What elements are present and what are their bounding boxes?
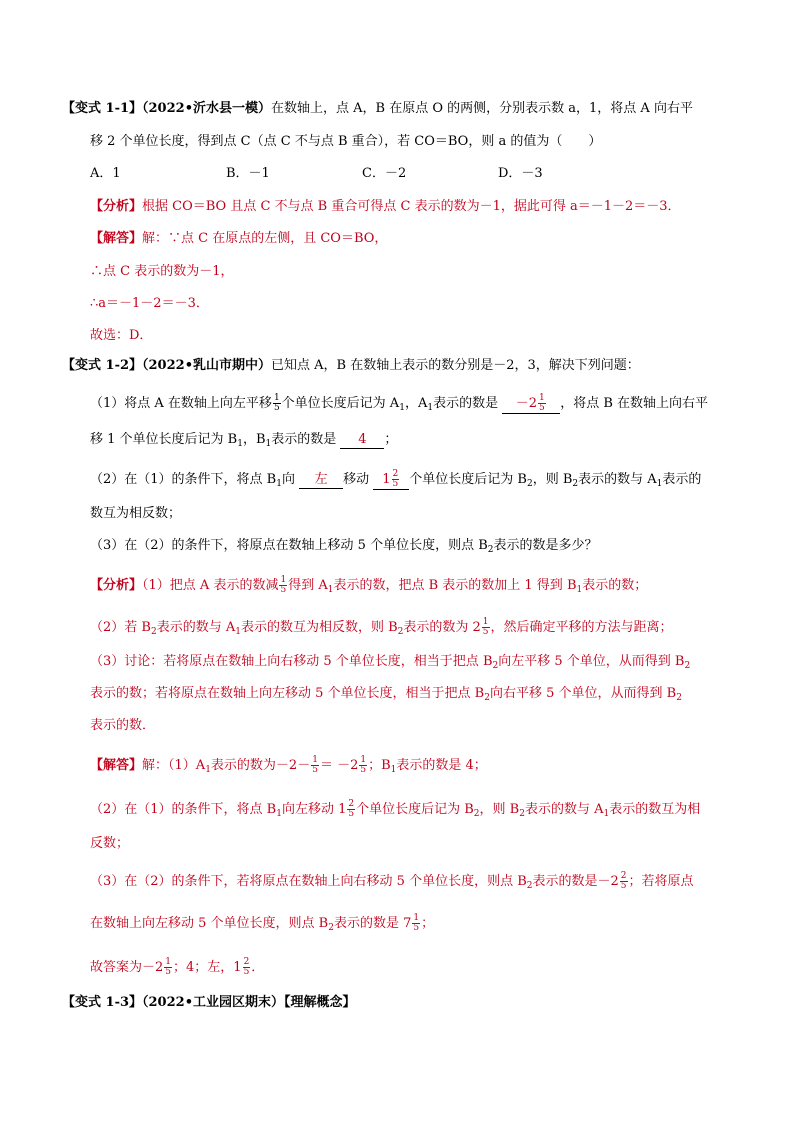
q1-text-a: （1）将点 A 在数轴上向左平移 [90,396,272,411]
q1-text-h: 表示的数是 [271,432,337,447]
q3-text-b: 表示的数是多少？ [493,538,598,553]
v12-q2-line2: 数互为相反数； [90,506,182,521]
q2-text-f: 表示的数与 A [578,472,657,487]
v12-answer-tag: 【解答】 [90,758,143,773]
v11-option-d: D．－3 [498,166,543,181]
q1-text-c: ，A [404,396,428,411]
v11-option-c: C．－2 [362,166,407,181]
v11-answer-text1: 解：∵点 C 在原点的左侧，且 CO＝BO， [142,231,388,246]
v12-q1-line2: 移 1 个单位长度后记为 $B_1$，$B_1$表示的数是 4 ； [90,432,398,449]
v12-answer-line1: 【解答】解：$(1)A_1$表示的数为－2－ $\frac{1}{5}$ ＝ －2 $\frac{1}{5}$ ；$B_1$表示的数是 4； [90,755,487,775]
v11-question-text: 在数轴上，点 A，B 在原点 O 的两侧，分别表示数 a，1，将点 A 向右平 [271,101,693,116]
q1-text-f: 移 1 个单位长度后记为 B [90,432,238,447]
v13-tag: 【变式 1-3】 [62,995,143,1010]
q1-text-b: 个单位长度后记为 A [281,396,400,411]
q1-text-d: 表示的数是 [433,396,499,411]
v11-answer-line4: 故选：D． [90,328,153,343]
v13-kind: 【理解概念】 [284,995,356,1010]
q2-text-c: 移动 [343,472,370,487]
v12-final-answer: 故答案为－2 $\frac{1}{5}$ ；4；左，1 $\frac{2}{5}$ ． [90,957,265,977]
v12-q3-line: （3）在（2）的条件下，将原点在数轴上移动 5 个单位长度，则点 $B_2$表示的数是多少？ [90,538,598,555]
q2-text-g: 表示的 [662,472,702,487]
v12-analysis-line4: 表示的数；若将原点在数轴上向左移动 5 个单位长度，相当于把点 $B_2$向右平移 5 个单位，从而得到 $B_2$ [90,686,682,703]
v11-answer-tag: 【解答】 [90,231,143,246]
q1-text-g: ，B [242,432,266,447]
v12-answer-line2: （2）在（1）的条件下，将点 $B_1$向左移动 1 $\frac{2}{5}$ 个单位长度后记为 $B_2$，则 $B_2$表示的数与 $A_1$表示的数互为相 [90,799,701,819]
v11-analysis-text: 根据 CO＝BO 且点 C 不与点 B 重合可得点 C 表示的数为－1，据此可得 a＝－1－2＝－3． [142,199,681,214]
v12-answer-line4: （3）在（2）的条件下，若将原点在数轴上向右移动 5 个单位长度，则点 $B_2$表示的数是－2 $\frac{2}{5}$ ；若将原点 [90,871,694,891]
q2-text-a: （2）在（1）的条件下，将点 B [90,472,277,487]
v12-answer-line5: 在数轴上向左移动 5 个单位长度，则点 $B_2$表示的数是 7 $\frac{1}{5}$ ； [90,913,435,933]
v11-question-line1 [62,101,693,117]
q2-text-b: 向 [281,472,295,487]
v12-analysis-tag: 【分析】 [90,578,143,593]
v12-intro-text: 已知点 A，B 在数轴上表示的数分别是－2，3，解决下列问题： [271,358,640,373]
blank-b1-value: 4 [340,432,384,449]
q2-text-e: ，则 B [532,472,573,487]
v12-analysis-line5: 表示的数． [90,718,156,733]
v12-intro-line [62,358,640,374]
v13-source: （2022•工业园区期末） [142,995,285,1010]
v11-option-b: B．－1 [226,166,270,181]
q1-text-e: ，将点 B 在数轴上向右平 [560,396,709,411]
fraction-one-fifth: $\frac{1}{5}$ [273,393,280,413]
v12-answer-line3: 反数； [90,836,130,851]
v11-analysis [90,199,681,215]
q3-text-a: （3）在（2）的条件下，将原点在数轴上移动 5 个单位长度，则点 B [90,538,488,553]
blank-direction: 左 [299,472,343,489]
v11-analysis-tag: 【分析】 [90,199,143,214]
v12-q2-line1: （2）在（1）的条件下，将点 $B_1$向 左 移动 1 $\frac{2}{5}$ 个单位长度后记为 $B_2$，则 $B_2$表示的数与 $A_1$表示的 [90,469,702,489]
v12-tag: 【变式 1-2】 [62,358,143,373]
v12-analysis-line3: （3）讨论：若将原点在数轴上向右移动 5 个单位长度，相当于把点 $B_2$向左平移 5 个单位，从而得到 $B_2$ [90,654,691,671]
v11-option-a: A．1 [90,166,121,181]
v12-analysis-line1: 【分析】（1）把点 A 表示的数减 $\frac{1}{5}$ 得到 $A_1$表示的数，把点 B 表示的数加上 1 得到 $B_1$表示的数； [90,575,648,595]
blank-a1-value: －2 $\frac{1}{5}$ [502,394,560,414]
v12-q1-line1: （1）将点 A 在数轴上向左平移 $\frac{1}{5}$ 个单位长度后记为 $A_1$，$A_1$表示的数是 －2 $\frac{1}{5}$ ，将点 B 在数轴上向右平 [90,393,709,413]
v11-source: （2022•沂水县一模） [142,101,272,116]
blank-distance: 1 $\frac{2}{5}$ [373,470,409,490]
v12-source: （2022•乳山市期中） [142,358,272,373]
v11-answer-line1 [90,231,387,247]
v13-heading [62,995,356,1011]
q1-text-i: ； [384,432,398,447]
v11-question-line2: 移 2 个单位长度，得到点 C（点 C 不与点 B 重合），若 CO＝BO，则 a 的值为（ ） [90,134,602,149]
v12-analysis-line2: （2）若 $B_2$表示的数与 $A_1$表示的数互为相反数，则 $B_2$表示的数为 2 $\frac{1}{5}$ ，然后确定平移的方法与距离； [90,617,673,637]
v11-answer-line2: ∴点 C 表示的数为－1， [90,264,234,279]
q2-text-d: 个单位长度后记为 B [409,472,527,487]
v11-tag: 【变式 1-1】 [62,101,143,116]
v11-answer-line3: ∴a＝－1－2＝－3． [90,296,209,311]
